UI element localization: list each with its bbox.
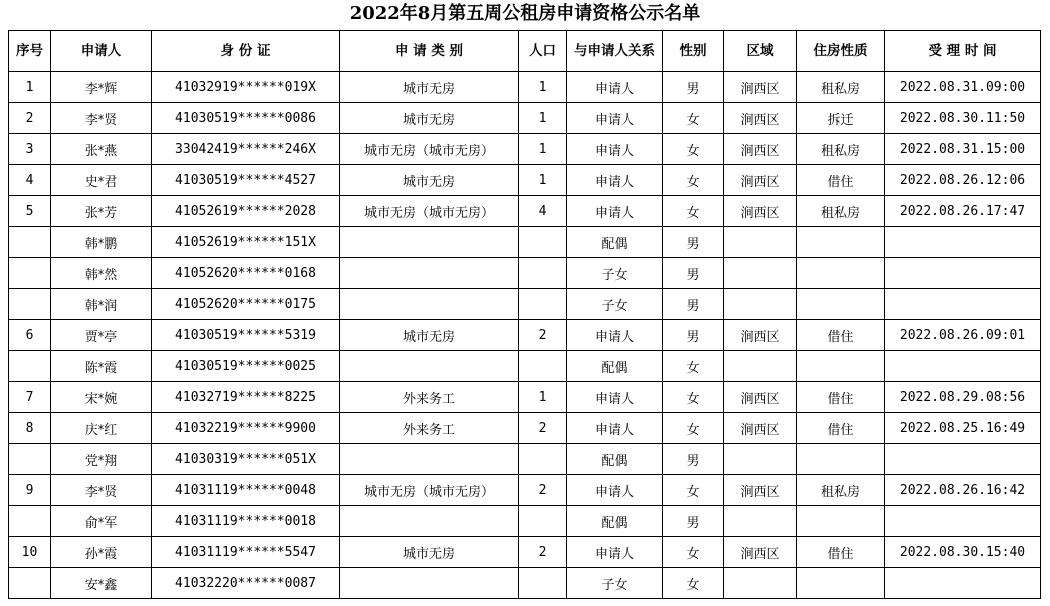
cell-district: 涧西区 — [724, 103, 797, 134]
cell-id-number: 41030519******4527 — [152, 165, 340, 196]
cell-housing — [797, 568, 885, 599]
cell-id-number: 41031119******0018 — [152, 506, 340, 537]
cell-seq — [9, 289, 51, 320]
cell-time — [885, 258, 1041, 289]
cell-housing: 借住 — [797, 537, 885, 568]
cell-relation: 申请人 — [567, 320, 663, 351]
cell-id-number: 41030519******0025 — [152, 351, 340, 382]
cell-persons — [519, 289, 567, 320]
cell-seq — [9, 227, 51, 258]
cell-relation: 申请人 — [567, 537, 663, 568]
header-relation: 与申请人关系 — [567, 31, 663, 72]
cell-applicant: 李*贤 — [51, 103, 152, 134]
cell-seq: 9 — [9, 475, 51, 506]
cell-district — [724, 444, 797, 475]
cell-district — [724, 258, 797, 289]
cell-gender: 女 — [663, 537, 724, 568]
cell-category: 城市无房 — [340, 165, 519, 196]
cell-applicant: 李*贤 — [51, 475, 152, 506]
cell-applicant: 党*翔 — [51, 444, 152, 475]
cell-persons: 1 — [519, 165, 567, 196]
cell-relation: 申请人 — [567, 413, 663, 444]
cell-district — [724, 568, 797, 599]
cell-district — [724, 289, 797, 320]
table-body — [9, 72, 1041, 599]
cell-relation: 申请人 — [567, 134, 663, 165]
cell-seq: 1 — [9, 72, 51, 103]
cell-district: 涧西区 — [724, 165, 797, 196]
cell-category — [340, 351, 519, 382]
cell-applicant: 韩*鹏 — [51, 227, 152, 258]
cell-housing: 租私房 — [797, 72, 885, 103]
cell-district: 涧西区 — [724, 537, 797, 568]
header-persons: 人口 — [519, 31, 567, 72]
cell-gender: 女 — [663, 382, 724, 413]
table-row — [9, 568, 1041, 599]
table-row — [9, 537, 1041, 568]
cell-gender: 男 — [663, 258, 724, 289]
cell-district: 涧西区 — [724, 320, 797, 351]
cell-relation: 子女 — [567, 258, 663, 289]
cell-id-number: 41052619******2028 — [152, 196, 340, 227]
cell-id-number: 41031119******0048 — [152, 475, 340, 506]
cell-housing: 租私房 — [797, 196, 885, 227]
cell-relation: 申请人 — [567, 72, 663, 103]
cell-category: 城市无房 — [340, 103, 519, 134]
cell-id-number: 41052619******151X — [152, 227, 340, 258]
cell-time — [885, 227, 1041, 258]
cell-category — [340, 444, 519, 475]
header-seq: 序号 — [9, 31, 51, 72]
cell-id-number: 41032919******019X — [152, 72, 340, 103]
cell-persons: 4 — [519, 196, 567, 227]
applicant-table — [8, 30, 1041, 599]
cell-persons: 1 — [519, 134, 567, 165]
cell-persons: 2 — [519, 413, 567, 444]
table-row — [9, 196, 1041, 227]
cell-time: 2022.08.26.16:42 — [885, 475, 1041, 506]
cell-applicant: 贾*亭 — [51, 320, 152, 351]
cell-id-number: 41031119******5547 — [152, 537, 340, 568]
cell-seq: 10 — [9, 537, 51, 568]
cell-id-number: 41030519******0086 — [152, 103, 340, 134]
cell-category — [340, 227, 519, 258]
cell-housing — [797, 351, 885, 382]
cell-district: 涧西区 — [724, 382, 797, 413]
table-row — [9, 444, 1041, 475]
header-id: 身 份 证 — [152, 31, 340, 72]
cell-id-number: 41052620******0175 — [152, 289, 340, 320]
cell-gender: 女 — [663, 413, 724, 444]
cell-relation: 申请人 — [567, 475, 663, 506]
table-row — [9, 227, 1041, 258]
document-title: 2022年8月第五周公租房申请资格公示名单 — [349, 3, 701, 24]
cell-housing: 借住 — [797, 320, 885, 351]
cell-gender: 女 — [663, 196, 724, 227]
cell-gender: 女 — [663, 134, 724, 165]
cell-category — [340, 258, 519, 289]
cell-gender: 女 — [663, 351, 724, 382]
table-header-row — [9, 31, 1041, 72]
cell-housing — [797, 289, 885, 320]
cell-category — [340, 568, 519, 599]
cell-time: 2022.08.30.15:40 — [885, 537, 1041, 568]
cell-applicant: 安*鑫 — [51, 568, 152, 599]
cell-applicant: 陈*霞 — [51, 351, 152, 382]
cell-relation: 申请人 — [567, 196, 663, 227]
table-row — [9, 165, 1041, 196]
table-row — [9, 134, 1041, 165]
cell-housing — [797, 258, 885, 289]
table-row — [9, 103, 1041, 134]
cell-district: 涧西区 — [724, 413, 797, 444]
cell-time: 2022.08.31.15:00 — [885, 134, 1041, 165]
cell-persons: 2 — [519, 320, 567, 351]
cell-time — [885, 444, 1041, 475]
cell-persons: 2 — [519, 475, 567, 506]
cell-applicant: 张*芳 — [51, 196, 152, 227]
table-row — [9, 475, 1041, 506]
table-row — [9, 72, 1041, 103]
cell-gender: 男 — [663, 289, 724, 320]
cell-persons — [519, 258, 567, 289]
header-gender: 性别 — [663, 31, 724, 72]
cell-time: 2022.08.26.17:47 — [885, 196, 1041, 227]
table-row — [9, 289, 1041, 320]
cell-category: 城市无房 — [340, 320, 519, 351]
cell-relation: 申请人 — [567, 165, 663, 196]
cell-category: 外来务工 — [340, 413, 519, 444]
cell-category: 城市无房 — [340, 72, 519, 103]
cell-seq: 4 — [9, 165, 51, 196]
cell-district: 涧西区 — [724, 475, 797, 506]
cell-relation: 配偶 — [567, 351, 663, 382]
cell-housing: 租私房 — [797, 475, 885, 506]
cell-id-number: 41030319******051X — [152, 444, 340, 475]
cell-id-number: 41030519******5319 — [152, 320, 340, 351]
cell-persons — [519, 351, 567, 382]
cell-category: 城市无房（城市无房） — [340, 196, 519, 227]
cell-district: 涧西区 — [724, 134, 797, 165]
cell-persons: 2 — [519, 537, 567, 568]
cell-applicant: 张*燕 — [51, 134, 152, 165]
cell-persons: 1 — [519, 103, 567, 134]
header-category: 申 请 类 别 — [340, 31, 519, 72]
cell-district: 涧西区 — [724, 72, 797, 103]
cell-id-number: 33042419******246X — [152, 134, 340, 165]
cell-category: 城市无房（城市无房） — [340, 475, 519, 506]
cell-relation: 申请人 — [567, 103, 663, 134]
cell-gender: 男 — [663, 506, 724, 537]
cell-seq — [9, 351, 51, 382]
cell-relation: 配偶 — [567, 227, 663, 258]
cell-persons — [519, 568, 567, 599]
cell-time: 2022.08.29.08:56 — [885, 382, 1041, 413]
cell-gender: 男 — [663, 72, 724, 103]
cell-time — [885, 506, 1041, 537]
cell-seq — [9, 444, 51, 475]
cell-category: 城市无房（城市无房） — [340, 134, 519, 165]
cell-seq — [9, 506, 51, 537]
cell-housing: 租私房 — [797, 134, 885, 165]
cell-persons — [519, 444, 567, 475]
cell-relation: 申请人 — [567, 382, 663, 413]
cell-applicant: 俞*军 — [51, 506, 152, 537]
cell-district — [724, 506, 797, 537]
cell-district — [724, 227, 797, 258]
cell-applicant: 韩*然 — [51, 258, 152, 289]
cell-gender: 女 — [663, 475, 724, 506]
cell-applicant: 孙*霞 — [51, 537, 152, 568]
cell-time: 2022.08.25.16:49 — [885, 413, 1041, 444]
cell-persons: 1 — [519, 72, 567, 103]
cell-time: 2022.08.30.11:50 — [885, 103, 1041, 134]
cell-category — [340, 289, 519, 320]
cell-relation: 配偶 — [567, 444, 663, 475]
cell-persons: 1 — [519, 382, 567, 413]
cell-id-number: 41032219******9900 — [152, 413, 340, 444]
header-housing: 住房性质 — [797, 31, 885, 72]
cell-seq — [9, 568, 51, 599]
cell-seq: 3 — [9, 134, 51, 165]
cell-applicant: 庆*红 — [51, 413, 152, 444]
cell-housing: 借住 — [797, 382, 885, 413]
cell-applicant: 韩*润 — [51, 289, 152, 320]
cell-time: 2022.08.31.09:00 — [885, 72, 1041, 103]
cell-applicant: 李*辉 — [51, 72, 152, 103]
cell-housing — [797, 227, 885, 258]
header-district: 区域 — [724, 31, 797, 72]
cell-seq: 8 — [9, 413, 51, 444]
table-row — [9, 351, 1041, 382]
cell-gender: 女 — [663, 568, 724, 599]
cell-id-number: 41052620******0168 — [152, 258, 340, 289]
cell-id-number: 41032220******0087 — [152, 568, 340, 599]
cell-district — [724, 351, 797, 382]
cell-seq: 5 — [9, 196, 51, 227]
cell-gender: 男 — [663, 227, 724, 258]
cell-time — [885, 289, 1041, 320]
cell-relation: 子女 — [567, 568, 663, 599]
cell-housing — [797, 444, 885, 475]
cell-housing: 拆迁 — [797, 103, 885, 134]
cell-applicant: 史*君 — [51, 165, 152, 196]
cell-housing: 借住 — [797, 413, 885, 444]
cell-gender: 女 — [663, 103, 724, 134]
cell-time: 2022.08.26.09:01 — [885, 320, 1041, 351]
cell-gender: 女 — [663, 165, 724, 196]
cell-seq — [9, 258, 51, 289]
cell-time — [885, 568, 1041, 599]
cell-district: 涧西区 — [724, 196, 797, 227]
cell-gender: 男 — [663, 444, 724, 475]
table-row — [9, 258, 1041, 289]
cell-id-number: 41032719******8225 — [152, 382, 340, 413]
cell-seq: 6 — [9, 320, 51, 351]
cell-category: 城市无房 — [340, 537, 519, 568]
cell-time — [885, 351, 1041, 382]
cell-category — [340, 506, 519, 537]
table-row — [9, 506, 1041, 537]
cell-housing — [797, 506, 885, 537]
cell-gender: 男 — [663, 320, 724, 351]
cell-relation: 配偶 — [567, 506, 663, 537]
cell-time: 2022.08.26.12:06 — [885, 165, 1041, 196]
cell-persons — [519, 227, 567, 258]
cell-housing: 借住 — [797, 165, 885, 196]
cell-seq: 2 — [9, 103, 51, 134]
cell-persons — [519, 506, 567, 537]
table-row — [9, 382, 1041, 413]
table-row — [9, 320, 1041, 351]
cell-seq: 7 — [9, 382, 51, 413]
table-row — [9, 413, 1041, 444]
cell-relation: 子女 — [567, 289, 663, 320]
cell-applicant: 宋*婉 — [51, 382, 152, 413]
header-applicant: 申请人 — [51, 31, 152, 72]
header-time: 受 理 时 间 — [885, 31, 1041, 72]
cell-category: 外来务工 — [340, 382, 519, 413]
